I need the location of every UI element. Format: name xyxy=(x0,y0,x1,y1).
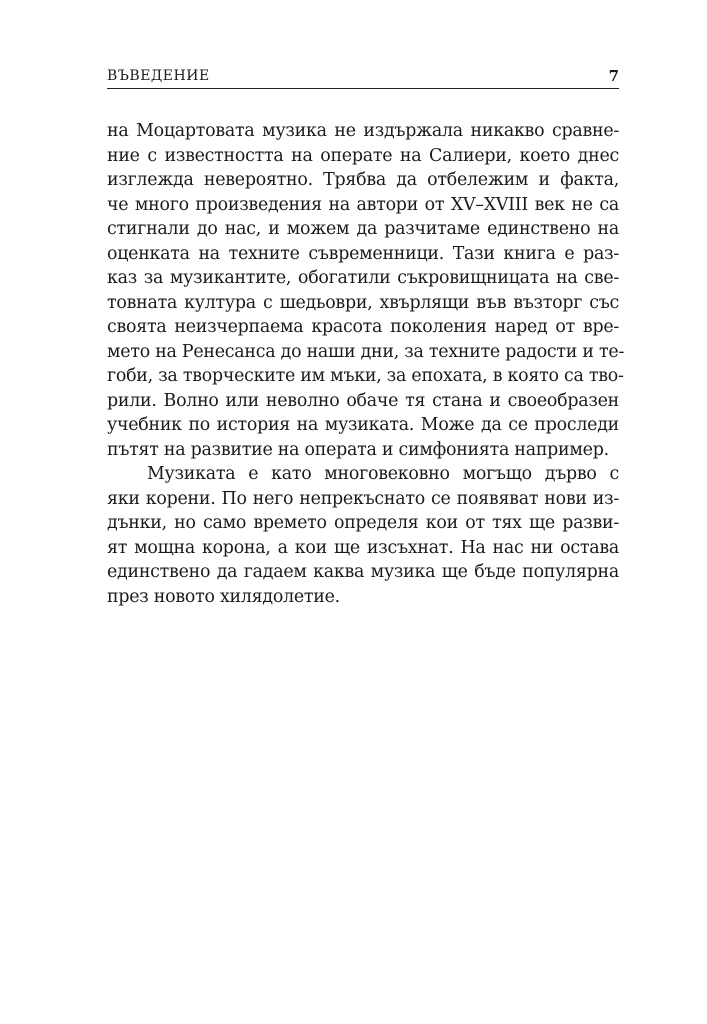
text-line: рили. Волно или неволно обаче тя стана и своеобразен xyxy=(107,390,619,411)
text-line: че много произведения на автори от XV–XVIII век не са xyxy=(107,194,619,215)
text-line: оценката на техните съвременници. Тази книга е раз- xyxy=(107,243,619,264)
text-line: пътят на развитие на операта и симфонията например. xyxy=(107,439,609,460)
text-line: мето на Ренесанса до наши дни, за техните радости и те- xyxy=(107,341,625,362)
header-title: ВЪВЕДЕНИЕ xyxy=(107,68,210,84)
body-text xyxy=(107,119,625,609)
paragraph-1 xyxy=(107,119,625,462)
text-line: Музиката е като многовековно могъщо дърво с xyxy=(147,464,619,484)
text-line: учебник по история на музиката. Може да се проследи xyxy=(107,415,619,435)
paragraph-2 xyxy=(107,462,619,609)
text-line: своята неизчерпаема красота поколения наред от вре- xyxy=(107,317,619,337)
text-line: яки корени. По него непрекъснато се появяват нови из- xyxy=(107,488,619,509)
text-line: през новото хилядолетие. xyxy=(107,586,340,607)
text-line: каз за музикантите, обогатили съкровищницата на све- xyxy=(107,268,619,288)
text-line: ние с известността на операте на Салиери, което днес xyxy=(107,145,619,166)
running-header xyxy=(107,66,619,89)
text-line: единствено да гадаем каква музика ще бъде популярна xyxy=(107,562,619,582)
text-line: гоби, за творческите им мъки, за епохата, в която са тво- xyxy=(107,366,624,386)
text-line: товната култура с шедьоври, хвърлящи във възторг със xyxy=(107,292,619,313)
text-line: изглежда невероятно. Трябва да отбележим и факта, xyxy=(107,170,619,190)
text-line: стигнали до нас, и можем да разчитаме единствено на xyxy=(107,219,619,239)
page-number: 7 xyxy=(608,67,619,85)
text-line: ят мощна корона, а кои ще изсъхнат. На нас ни остава xyxy=(107,537,619,558)
text-line: дънки, но само времето определя кои от тях ще разви- xyxy=(107,513,619,533)
text-line: на Моцартовата музика не издържала никакво сравне- xyxy=(107,121,619,141)
